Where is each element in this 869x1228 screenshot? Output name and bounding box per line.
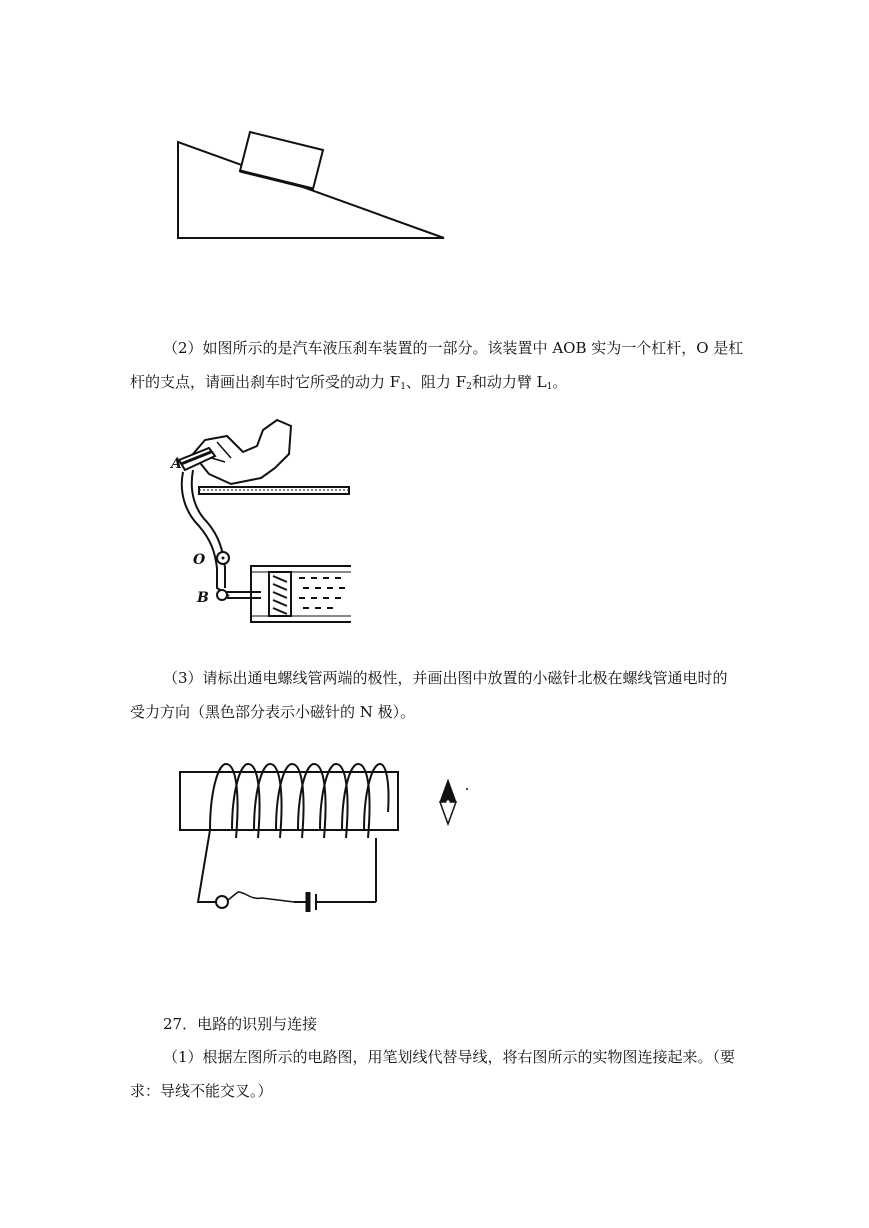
brake-fluid	[299, 578, 345, 608]
battery	[294, 892, 376, 912]
question-27-heading: 27．电路的识别与连接	[163, 1015, 318, 1033]
incline-figure	[160, 120, 460, 255]
floor-board	[199, 487, 349, 494]
brake-cylinder	[251, 566, 351, 622]
solenoid-figure	[170, 752, 480, 922]
question-27-line1: （1）根据左图所示的电路图，用笔划线代替导线，将右图所示的实物图连接起来。（要	[163, 1048, 736, 1066]
question-2-text	[130, 331, 744, 404]
question-3-text	[130, 661, 740, 729]
label-o: O	[193, 552, 206, 568]
switch	[216, 896, 228, 908]
question-27-text	[130, 1040, 740, 1108]
question-27-line2: 求：导线不能交叉。）	[130, 1082, 273, 1100]
point-b	[217, 590, 227, 600]
compass-needle-icon	[440, 780, 468, 824]
question-2-line1: （2）如图所示的是汽车液压刹车装置的一部分。该装置中 AOB 实为一个杠杆，O 是杠	[163, 339, 744, 357]
circuit-wire-left	[198, 830, 216, 902]
question-2-line2: 杆的支点，请画出刹车时它所受的动力 $F_1$、阻力 $F_2$和动力臂 $L_1$。	[130, 373, 568, 392]
label-b: B	[197, 590, 209, 606]
question-3-line2: 受力方向（黑色部分表示小磁针的 N 极）。	[130, 703, 416, 721]
label-a: A	[171, 456, 182, 472]
brake-lever-figure	[165, 412, 360, 627]
question-3-line1: （3）请标出通电螺线管两端的极性，并画出图中放置的小磁针北极在螺线管通电时的	[163, 669, 728, 687]
